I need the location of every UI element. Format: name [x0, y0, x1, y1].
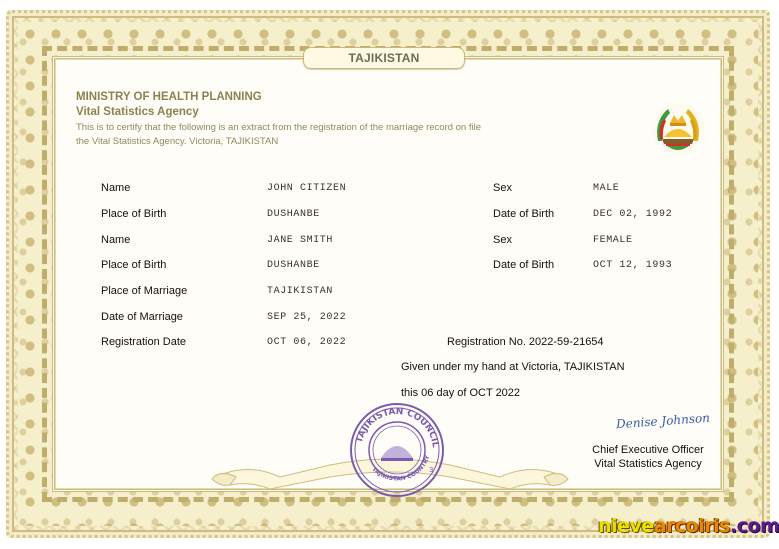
place-of-marriage-label: Place of Marriage — [101, 285, 188, 297]
certification-statement — [76, 121, 556, 149]
groom-name-value: JOHN CITIZEN — [267, 183, 347, 194]
bride-sex-value: FEMALE — [593, 235, 633, 246]
watermark-part-3: .com — [729, 515, 779, 537]
certification-line-2: the Vital Statistics Agency. Victoria, TAJIKISTAN — [76, 136, 279, 147]
bride-sex-label: Sex — [493, 234, 512, 246]
groom-dob-label: Date of Birth — [493, 208, 555, 220]
officer-block — [588, 443, 708, 471]
bride-pob-value: DUSHANBE — [267, 260, 320, 271]
officer-agency: Vital Statistics Agency — [594, 458, 702, 470]
ministry-title: MINISTRY OF HEALTH PLANNING — [76, 91, 262, 103]
header-block — [76, 91, 556, 149]
svg-text:TAJIKISTAN COUNTRY: TAJIKISTAN COUNTRY — [370, 454, 432, 483]
groom-dob-value: DEC 02, 1992 — [593, 209, 673, 220]
groom-sex-label: Sex — [493, 182, 512, 194]
country-title-tab: TAJIKISTAN — [303, 47, 465, 69]
officer-signature: Denise Johnson — [615, 410, 711, 432]
given-under-hand: Given under my hand at Victoria, TAJIKISTAN — [401, 361, 625, 373]
registration-date-label: Registration Date — [101, 336, 186, 348]
date-of-marriage-label: Date of Marriage — [101, 311, 183, 323]
svg-text:3: 3 — [429, 466, 434, 474]
bride-dob-label: Date of Birth — [493, 259, 555, 271]
bride-pob-label: Place of Birth — [101, 259, 167, 271]
registration-number: Registration No. 2022-59-21654 — [447, 336, 604, 348]
issue-day-line: this 06 day of OCT 2022 — [401, 387, 521, 399]
groom-name-label: Name — [101, 182, 131, 194]
bride-dob-value: OCT 12, 1993 — [593, 260, 673, 271]
groom-pob-label: Place of Birth — [101, 208, 167, 220]
official-stamp-icon — [347, 400, 447, 500]
registration-date-value: OCT 06, 2022 — [267, 337, 347, 348]
bride-name-label: Name — [101, 234, 131, 246]
certification-line-1: This is to certify that the following is an extract from the registration of the marriage record on file — [76, 122, 481, 133]
date-of-marriage-value: SEP 25, 2022 — [267, 312, 347, 323]
officer-title: Chief Executive Officer — [592, 444, 704, 456]
agency-title: Vital Statistics Agency — [76, 106, 199, 118]
site-watermark — [598, 515, 779, 537]
place-of-marriage-value: TAJIKISTAN — [267, 286, 334, 297]
groom-pob-value: DUSHANBE — [267, 209, 320, 220]
watermark-part-2: arcoiris — [653, 515, 730, 537]
groom-sex-value: MALE — [593, 183, 620, 194]
national-emblem-icon — [650, 101, 706, 157]
svg-text:TAJIKISTAN COUNCIL: TAJIKISTAN COUNCIL — [354, 406, 440, 449]
bride-name-value: JANE SMITH — [267, 235, 334, 246]
watermark-part-1: nieve — [598, 515, 654, 537]
